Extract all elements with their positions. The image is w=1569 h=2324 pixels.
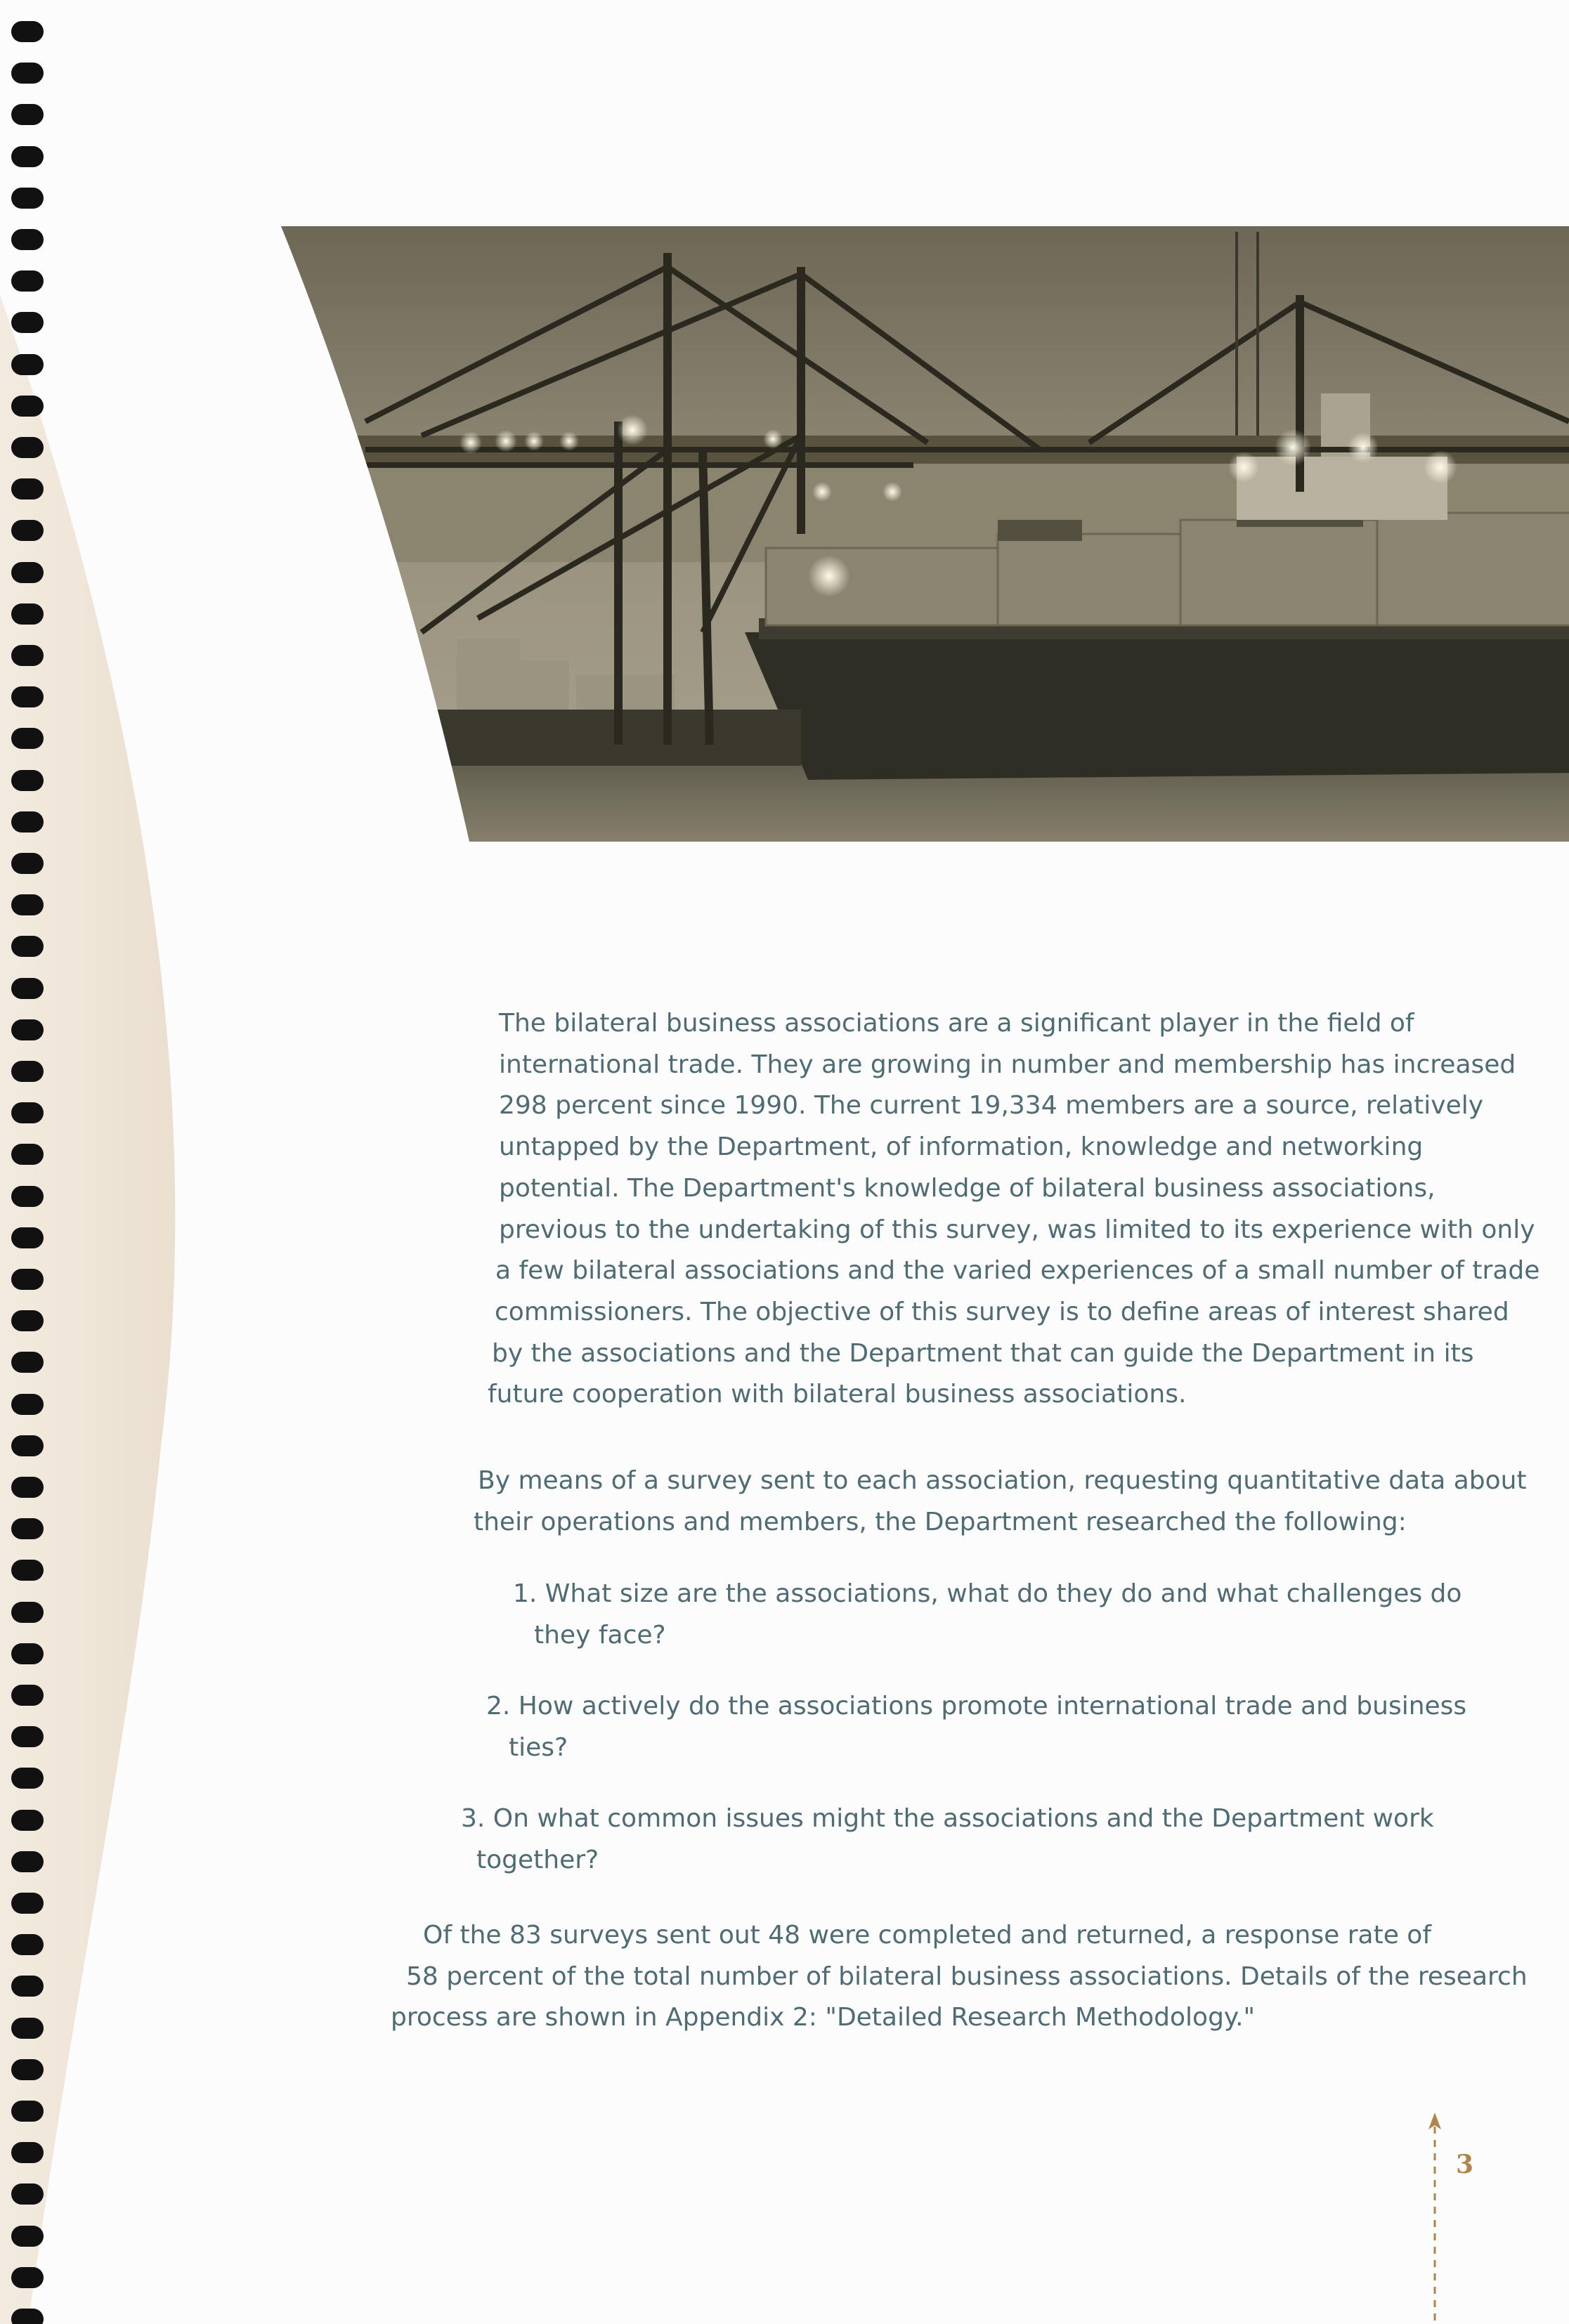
method-paragraph [474,1461,1527,1543]
binding-hole [11,1352,44,1373]
intro-line: a few bilateral associations and the varied experiences of a small number of trade [495,1256,1540,1286]
binding-hole [11,1726,44,1747]
binding-hole [11,1934,44,1955]
binding-hole [11,1643,44,1664]
binding-hole [11,1560,44,1581]
binding-hole [11,1768,44,1789]
binding-hole [11,1186,44,1207]
binding-hole [11,1810,44,1831]
intro-line: future cooperation with bilateral business associations. [488,1380,1187,1409]
intro-line: international trade. They are growing in number and membership has increased [499,1050,1516,1079]
binding-hole [11,978,44,999]
question-line: together? [476,1845,599,1874]
binding-hole [11,1227,44,1248]
binding-hole [11,1144,44,1165]
method-line: their operations and members, the Department researched the following: [474,1507,1407,1536]
binding-hole [11,1477,44,1498]
binding-hole [11,1310,44,1331]
response-line: Of the 83 surveys sent out 48 were completed and returned, a response rate of [423,1921,1431,1950]
response-line: process are shown in Appendix 2: "Detailed Research Methodology." [391,2003,1256,2032]
question-item [486,1686,1467,1768]
question-line: ties? [509,1732,568,1762]
method-line: By means of a survey sent to each association, requesting quantitative data about [478,1466,1527,1495]
binding-hole [11,1019,44,1040]
binding-hole [11,2183,44,2205]
binding-hole [11,894,44,915]
binding-hole [11,2018,44,2039]
binding-hole [11,1518,44,1539]
binding-hole [11,853,44,874]
binding-hole [11,1102,44,1123]
binding-hole [11,1435,44,1456]
intro-line: untapped by the Department, of information, knowledge and networking [499,1132,1424,1162]
binding-hole [11,1893,44,1914]
binding-hole [11,2059,44,2080]
intro-line: 298 percent since 1990. The current 19,334 members are a source, relatively [499,1091,1484,1121]
intro-line: commissioners. The objective of this survey is to define areas of interest shared [495,1297,1509,1326]
binding-hole [11,1685,44,1706]
binding-hole [11,1061,44,1082]
binding-hole [11,1602,44,1623]
binding-hole [11,2267,44,2288]
question-line: 3. On what common issues might the associations and the Department work [461,1804,1434,1833]
up-arrow-icon [1421,2111,1449,2324]
intro-paragraph [488,1003,1540,1416]
question-line: 1. What size are the associations, what do they do and what challenges do [513,1579,1462,1608]
binding-hole [11,2226,44,2247]
binding-hole [11,2101,44,2122]
binding-hole [11,1269,44,1290]
response-paragraph [391,1915,1528,2039]
binding-hole [11,936,44,957]
binding-hole [11,1394,44,1415]
binding-hole [11,1851,44,1872]
question-item [461,1799,1434,1881]
binding-hole [11,2309,44,2324]
binding-hole [11,1976,44,1997]
question-line: 2. How actively do the associations promote international trade and business [486,1692,1467,1721]
question-line: they face? [534,1620,666,1650]
page-number: 3 [1456,2150,1474,2179]
intro-line: by the associations and the Department that can guide the Department in its [492,1338,1474,1368]
binding-hole [11,2142,44,2163]
intro-line: potential. The Department's knowledge of bilateral business associations, [499,1173,1435,1203]
question-item [513,1574,1462,1656]
intro-line: previous to the undertaking of this survey, was limited to its experience with only [499,1215,1535,1244]
container-port-photo [0,0,1569,850]
intro-line: The bilateral business associations are a significant player in the field of [499,1009,1414,1038]
response-line: 58 percent of the total number of bilateral business associations. Details of the research [406,1961,1528,1991]
